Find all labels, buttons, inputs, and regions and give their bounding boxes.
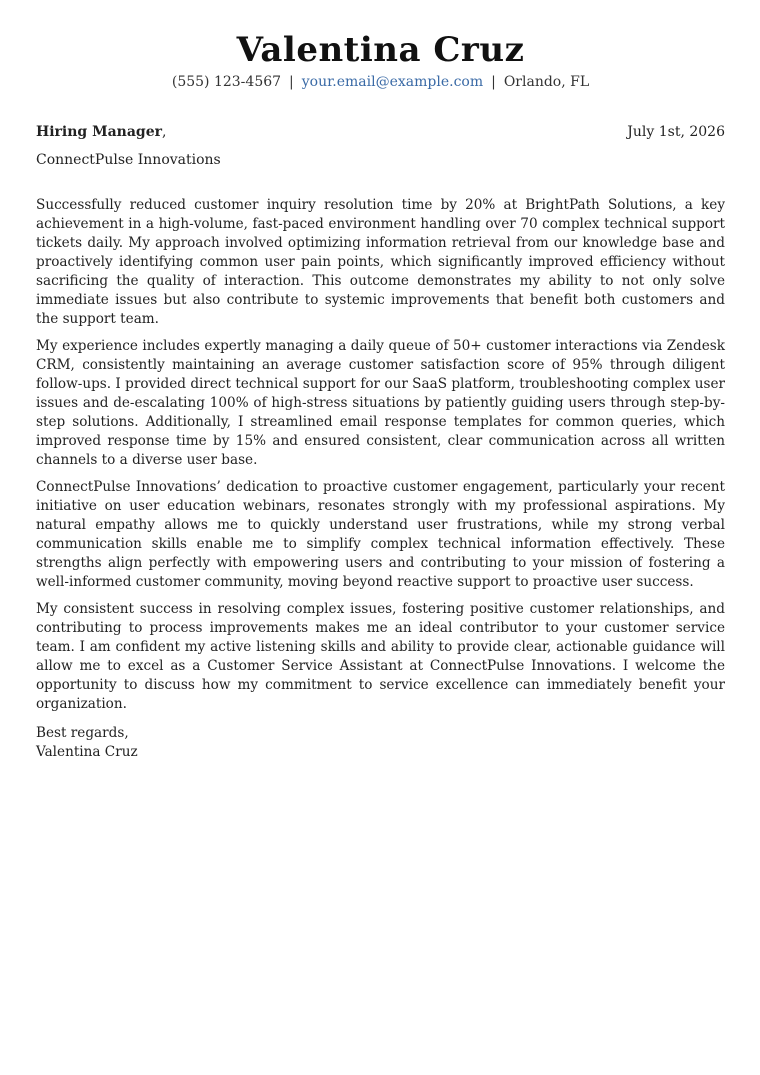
closing-salutation: Best regards, [36, 725, 129, 741]
closing-signature: Valentina Cruz [36, 744, 138, 760]
location: Orlando, FL [503, 74, 590, 90]
phone-number: (555) 123-4567 [171, 74, 282, 90]
body-paragraph: Successfully reduced customer inquiry resolution time by 20% at BrightPath Solutions, a key achievement in a high-volume, fast-paced environment handling over 70 complex technical support tickets daily. My approach involved optimizing information retrieval from our knowledge base and proactively identifying common user pain points, which significantly improved efficiency without sacrificing the quality of interaction. This outcome demonstrates my ability to not only solve immediate issues but also contribute to systemic improvements that benefit both customers and the support team. [36, 197, 725, 327]
body-paragraph: My consistent success in resolving complex issues, fostering positive customer relationships, and contributing to process improvements makes me an ideal contributor to your customer service team. I am confident my active listening skills and ability to provide clear, actionable guidance will allow me to excel as a Customer Service Assistant at ConnectPulse Innovations. I welcome the opportunity to discuss how my commitment to service excellence can immediately benefit your organization. [36, 601, 725, 712]
recipient-name: Hiring Manager [36, 124, 162, 140]
letter-date: July 1st, 2026 [627, 124, 725, 140]
recipient-date-row [36, 122, 725, 142]
contact-line [36, 71, 725, 93]
body-paragraph: My experience includes expertly managing a daily queue of 50+ customer interactions via Zendesk CRM, consistently maintaining an average customer satisfaction score of 95% through diligent follow-ups. I provided direct technical support for our SaaS platform, troubleshooting complex user issues and de-escalating 100% of high-stress situations by patiently guiding users through step-by-step solutions. Additionally, I streamlined email response templates for common queries, which improved response time by 15% and ensured consistent, clear communication across all written channels to a diverse user base. [36, 338, 725, 468]
body-paragraph: ConnectPulse Innovations’ dedication to proactive customer engagement, particularly your recent initiative on user education webinars, resonates strongly with my professional aspirations. My natural empathy allows me to quickly understand user frustrations, while my strong verbal communication skills enable me to simplify complex technical information effectively. These strengths align perfectly with empowering users and contributing to your mission of fostering a well-informed customer community, moving beyond reactive support to proactive user success. [36, 479, 725, 590]
email-link[interactable]: your.email@example.com [301, 74, 484, 90]
recipient-suffix: , [161, 124, 167, 140]
recipient-company: ConnectPulse Innovations [36, 152, 221, 168]
recipient-line [36, 122, 166, 142]
contact-separator: | [491, 74, 496, 90]
contact-separator: | [289, 74, 294, 90]
cover-letter-page [36, 0, 725, 762]
letter-closing [36, 724, 725, 762]
applicant-name: Valentina Cruz [236, 30, 525, 70]
letter-body [36, 196, 725, 714]
